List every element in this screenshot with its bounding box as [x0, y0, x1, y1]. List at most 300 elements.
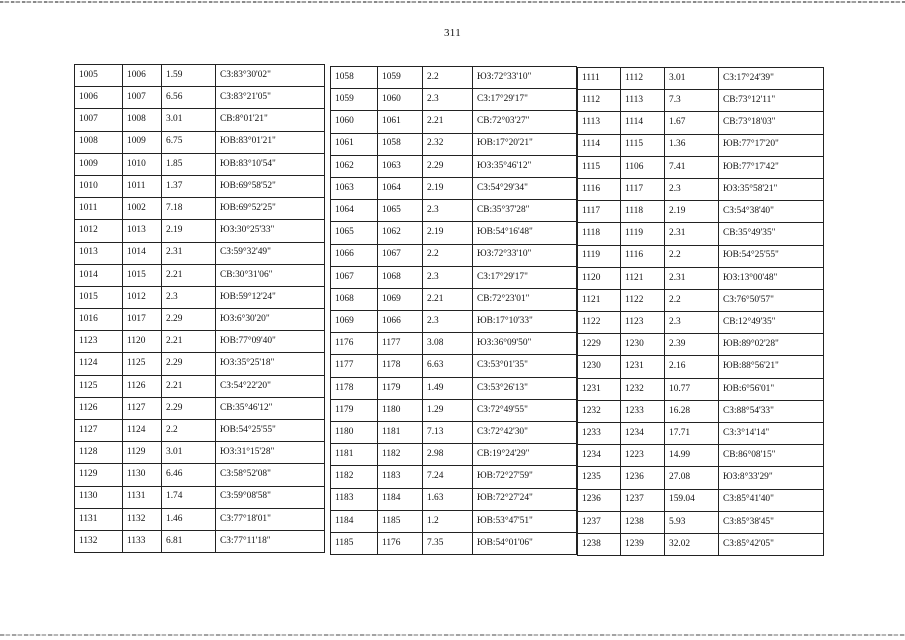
from-point-cell: 1127: [75, 420, 123, 442]
to-point-cell: 1120: [123, 331, 162, 353]
bearing-cell: ЮВ:54°25'55": [719, 245, 824, 267]
bearing-cell: ЮЗ:31°15'28": [216, 442, 325, 464]
distance-cell: 2.3: [665, 178, 719, 200]
to-point-cell: 1232: [621, 378, 665, 400]
table-row: [75, 464, 325, 486]
bearing-cell: ЮЗ:35°58'21": [719, 178, 824, 200]
bearing-cell: ЮВ:69°52'25": [216, 198, 325, 220]
table-row: [75, 286, 325, 308]
from-point-cell: 1182: [331, 466, 378, 488]
to-point-cell: 1127: [123, 397, 162, 419]
from-point-cell: 1009: [75, 153, 123, 175]
distance-cell: 14.99: [665, 445, 719, 467]
bearing-cell: ЮВ:72°27'24": [473, 488, 577, 510]
table-row: [578, 223, 824, 245]
coordinates-table-column-1: [74, 64, 325, 553]
from-point-cell: 1061: [331, 133, 378, 155]
distance-cell: 2.3: [423, 266, 473, 288]
bearing-cell: ЮЗ:8°33'29": [719, 467, 824, 489]
from-point-cell: 1233: [578, 423, 621, 445]
bearing-cell: СЗ:85°41'40": [719, 489, 824, 511]
from-point-cell: 1058: [331, 67, 378, 89]
table-row: [75, 397, 325, 419]
from-point-cell: 1010: [75, 175, 123, 197]
from-point-cell: 1062: [331, 155, 378, 177]
bearing-cell: СЗ:83°21'05": [216, 87, 325, 109]
from-point-cell: 1129: [75, 464, 123, 486]
to-point-cell: 1126: [123, 375, 162, 397]
from-point-cell: 1122: [578, 312, 621, 334]
table-row: [75, 65, 325, 87]
bearing-cell: СВ:86°08'15": [719, 445, 824, 467]
bearing-cell: ЮВ:17°20'21": [473, 133, 577, 155]
to-point-cell: 1237: [621, 489, 665, 511]
from-point-cell: 1068: [331, 288, 378, 310]
distance-cell: 1.63: [423, 488, 473, 510]
to-point-cell: 1011: [123, 175, 162, 197]
to-point-cell: 1121: [621, 267, 665, 289]
from-point-cell: 1013: [75, 242, 123, 264]
bearing-cell: СЗ:17°24'39": [719, 68, 824, 90]
distance-cell: 2.21: [162, 375, 216, 397]
distance-cell: 2.31: [162, 242, 216, 264]
from-point-cell: 1181: [331, 444, 378, 466]
bearing-cell: СЗ:85°42'05": [719, 533, 824, 555]
from-point-cell: 1117: [578, 201, 621, 223]
to-point-cell: 1125: [123, 353, 162, 375]
distance-cell: 7.18: [162, 198, 216, 220]
table-row: [331, 133, 577, 155]
from-point-cell: 1011: [75, 198, 123, 220]
distance-cell: 2.19: [162, 220, 216, 242]
distance-cell: 10.77: [665, 378, 719, 400]
to-point-cell: 1062: [378, 222, 423, 244]
table-row: [331, 355, 577, 377]
table-row: [578, 467, 824, 489]
from-point-cell: 1118: [578, 223, 621, 245]
distance-cell: 3.01: [162, 442, 216, 464]
bearing-cell: СЗ:53°26'13": [473, 377, 577, 399]
table-row: [75, 331, 325, 353]
from-point-cell: 1237: [578, 511, 621, 533]
table-row: [75, 109, 325, 131]
distance-cell: 2.3: [162, 286, 216, 308]
from-point-cell: 1111: [578, 68, 621, 90]
bearing-cell: СВ:35°37'28": [473, 200, 577, 222]
distance-cell: 1.37: [162, 175, 216, 197]
distance-cell: 2.3: [665, 312, 719, 334]
to-point-cell: 1233: [621, 400, 665, 422]
table-row: [331, 244, 577, 266]
distance-cell: 2.19: [665, 201, 719, 223]
table-row: [331, 377, 577, 399]
from-point-cell: 1116: [578, 178, 621, 200]
distance-cell: 2.31: [665, 267, 719, 289]
to-point-cell: 1176: [378, 532, 423, 554]
to-point-cell: 1184: [378, 488, 423, 510]
table-row: [331, 444, 577, 466]
from-point-cell: 1178: [331, 377, 378, 399]
bearing-cell: ЮВ:59°12'24": [216, 286, 325, 308]
distance-cell: 2.3: [423, 200, 473, 222]
table-row: [578, 356, 824, 378]
table-row: [331, 111, 577, 133]
to-point-cell: 1017: [123, 309, 162, 331]
distance-cell: 6.75: [162, 131, 216, 153]
table-row: [578, 445, 824, 467]
distance-cell: 2.31: [665, 223, 719, 245]
to-point-cell: 1130: [123, 464, 162, 486]
distance-cell: 2.2: [423, 67, 473, 89]
bearing-cell: ЮВ:72°27'59": [473, 466, 577, 488]
from-point-cell: 1236: [578, 489, 621, 511]
distance-cell: 1.29: [423, 399, 473, 421]
distance-cell: 1.74: [162, 486, 216, 508]
from-point-cell: 1125: [75, 375, 123, 397]
distance-cell: 2.29: [162, 353, 216, 375]
distance-cell: 2.21: [423, 111, 473, 133]
bearing-cell: ЮЗ:35°46'12": [473, 155, 577, 177]
to-point-cell: 1065: [378, 200, 423, 222]
from-point-cell: 1113: [578, 112, 621, 134]
from-point-cell: 1238: [578, 533, 621, 555]
from-point-cell: 1121: [578, 289, 621, 311]
bearing-cell: ЮЗ:30°25'33": [216, 220, 325, 242]
to-point-cell: 1123: [621, 312, 665, 334]
from-point-cell: 1128: [75, 442, 123, 464]
table-row: [331, 333, 577, 355]
table-row: [331, 399, 577, 421]
table-row: [331, 177, 577, 199]
to-point-cell: 1234: [621, 423, 665, 445]
bearing-cell: СЗ:17°29'17": [473, 266, 577, 288]
table-row: [331, 311, 577, 333]
to-point-cell: 1119: [621, 223, 665, 245]
from-point-cell: 1065: [331, 222, 378, 244]
distance-cell: 2.29: [162, 397, 216, 419]
table-row: [578, 378, 824, 400]
to-point-cell: 1012: [123, 286, 162, 308]
bearing-cell: СВ:19°24'29": [473, 444, 577, 466]
distance-cell: 2.19: [423, 177, 473, 199]
from-point-cell: 1130: [75, 486, 123, 508]
table-row: [75, 175, 325, 197]
from-point-cell: 1234: [578, 445, 621, 467]
table-row: [331, 422, 577, 444]
table-row: [578, 90, 824, 112]
table-row: [578, 267, 824, 289]
table-row: [578, 423, 824, 445]
to-point-cell: 1113: [621, 90, 665, 112]
table-row: [578, 112, 824, 134]
table-row: [75, 530, 325, 552]
from-point-cell: 1179: [331, 399, 378, 421]
table-row: [331, 89, 577, 111]
bearing-cell: ЮВ:54°16'48": [473, 222, 577, 244]
distance-cell: 2.3: [423, 311, 473, 333]
to-point-cell: 1066: [378, 311, 423, 333]
from-point-cell: 1131: [75, 508, 123, 530]
to-point-cell: 1007: [123, 87, 162, 109]
to-point-cell: 1060: [378, 89, 423, 111]
to-point-cell: 1069: [378, 288, 423, 310]
bearing-cell: СЗ:54°38'40": [719, 201, 824, 223]
table-row: [75, 420, 325, 442]
bearing-cell: СВ:30°31'06": [216, 264, 325, 286]
bearing-cell: ЮВ:89°02'28": [719, 334, 824, 356]
from-point-cell: 1067: [331, 266, 378, 288]
table-row: [75, 220, 325, 242]
bearing-cell: СЗ:3°14'14": [719, 423, 824, 445]
from-point-cell: 1112: [578, 90, 621, 112]
table-row: [331, 222, 577, 244]
table-row: [578, 156, 824, 178]
table-row: [578, 289, 824, 311]
bearing-cell: СЗ:54°22'20": [216, 375, 325, 397]
table-row: [578, 489, 824, 511]
bearing-cell: ЮВ:54°01'06": [473, 532, 577, 554]
distance-cell: 2.2: [665, 245, 719, 267]
distance-cell: 17.71: [665, 423, 719, 445]
from-point-cell: 1231: [578, 378, 621, 400]
scan-edge-top: [0, 1, 905, 3]
distance-cell: 6.46: [162, 464, 216, 486]
bearing-cell: СЗ:59°08'58": [216, 486, 325, 508]
to-point-cell: 1180: [378, 399, 423, 421]
bearing-cell: ЮВ:69°58'52": [216, 175, 325, 197]
distance-cell: 7.3: [665, 90, 719, 112]
distance-cell: 32.02: [665, 533, 719, 555]
to-point-cell: 1181: [378, 422, 423, 444]
table-row: [75, 353, 325, 375]
from-point-cell: 1012: [75, 220, 123, 242]
table-row: [75, 87, 325, 109]
bearing-cell: СЗ:59°32'49": [216, 242, 325, 264]
to-point-cell: 1122: [621, 289, 665, 311]
from-point-cell: 1126: [75, 397, 123, 419]
distance-cell: 2.98: [423, 444, 473, 466]
bearing-cell: СВ:35°46'12": [216, 397, 325, 419]
bearing-cell: ЮЗ:36°09'50": [473, 333, 577, 355]
to-point-cell: 1106: [621, 156, 665, 178]
bearing-cell: ЮВ:77°17'42": [719, 156, 824, 178]
from-point-cell: 1008: [75, 131, 123, 153]
distance-cell: 1.49: [423, 377, 473, 399]
bearing-cell: СЗ:88°54'33": [719, 400, 824, 422]
from-point-cell: 1177: [331, 355, 378, 377]
to-point-cell: 1115: [621, 134, 665, 156]
distance-cell: 27.08: [665, 467, 719, 489]
bearing-cell: СВ:12°49'35": [719, 312, 824, 334]
bearing-cell: ЮВ:77°09'40": [216, 331, 325, 353]
bearing-cell: ЮВ:54°25'55": [216, 420, 325, 442]
to-point-cell: 1112: [621, 68, 665, 90]
bearing-cell: СЗ:85°38'45": [719, 511, 824, 533]
from-point-cell: 1120: [578, 267, 621, 289]
from-point-cell: 1176: [331, 333, 378, 355]
from-point-cell: 1015: [75, 286, 123, 308]
bearing-cell: ЮЗ:6°30'20": [216, 309, 325, 331]
distance-cell: 3.01: [162, 109, 216, 131]
distance-cell: 7.35: [423, 532, 473, 554]
distance-cell: 2.29: [162, 309, 216, 331]
bearing-cell: СВ:8°01'21": [216, 109, 325, 131]
table-row: [578, 134, 824, 156]
distance-cell: 2.32: [423, 133, 473, 155]
from-point-cell: 1115: [578, 156, 621, 178]
from-point-cell: 1132: [75, 530, 123, 552]
to-point-cell: 1131: [123, 486, 162, 508]
table-row: [331, 266, 577, 288]
coordinates-table-column-3: [577, 67, 824, 556]
to-point-cell: 1185: [378, 510, 423, 532]
distance-cell: 7.13: [423, 422, 473, 444]
bearing-cell: ЮВ:83°10'54": [216, 153, 325, 175]
to-point-cell: 1116: [621, 245, 665, 267]
from-point-cell: 1185: [331, 532, 378, 554]
table-row: [75, 242, 325, 264]
to-point-cell: 1015: [123, 264, 162, 286]
to-point-cell: 1177: [378, 333, 423, 355]
bearing-cell: СЗ:83°30'02": [216, 65, 325, 87]
to-point-cell: 1010: [123, 153, 162, 175]
to-point-cell: 1064: [378, 177, 423, 199]
distance-cell: 6.63: [423, 355, 473, 377]
to-point-cell: 1129: [123, 442, 162, 464]
to-point-cell: 1002: [123, 198, 162, 220]
from-point-cell: 1063: [331, 177, 378, 199]
to-point-cell: 1183: [378, 466, 423, 488]
distance-cell: 2.39: [665, 334, 719, 356]
from-point-cell: 1060: [331, 111, 378, 133]
to-point-cell: 1014: [123, 242, 162, 264]
bearing-cell: ЮЗ:72°33'10": [473, 67, 577, 89]
to-point-cell: 1231: [621, 356, 665, 378]
bearing-cell: СВ:73°12'11": [719, 90, 824, 112]
table-row: [75, 375, 325, 397]
table-row: [331, 288, 577, 310]
bearing-cell: ЮВ:77°17'20": [719, 134, 824, 156]
distance-cell: 1.2: [423, 510, 473, 532]
distance-cell: 159.04: [665, 489, 719, 511]
bearing-cell: СЗ:72°49'55": [473, 399, 577, 421]
distance-cell: 2.19: [423, 222, 473, 244]
to-point-cell: 1238: [621, 511, 665, 533]
distance-cell: 1.36: [665, 134, 719, 156]
table-row: [578, 511, 824, 533]
distance-cell: 2.21: [423, 288, 473, 310]
to-point-cell: 1133: [123, 530, 162, 552]
to-point-cell: 1013: [123, 220, 162, 242]
to-point-cell: 1008: [123, 109, 162, 131]
from-point-cell: 1064: [331, 200, 378, 222]
to-point-cell: 1118: [621, 201, 665, 223]
distance-cell: 2.21: [162, 331, 216, 353]
to-point-cell: 1068: [378, 266, 423, 288]
from-point-cell: 1014: [75, 264, 123, 286]
to-point-cell: 1230: [621, 334, 665, 356]
distance-cell: 2.2: [162, 420, 216, 442]
table-row: [331, 532, 577, 554]
from-point-cell: 1230: [578, 356, 621, 378]
distance-cell: 2.21: [162, 264, 216, 286]
bearing-cell: СЗ:58°52'08": [216, 464, 325, 486]
table-row: [331, 510, 577, 532]
to-point-cell: 1061: [378, 111, 423, 133]
table-row: [578, 245, 824, 267]
table-row: [75, 508, 325, 530]
distance-cell: 7.24: [423, 466, 473, 488]
table-row: [578, 68, 824, 90]
from-point-cell: 1066: [331, 244, 378, 266]
bearing-cell: СВ:72°03'27": [473, 111, 577, 133]
table-row: [578, 178, 824, 200]
table-row: [331, 488, 577, 510]
distance-cell: 2.2: [665, 289, 719, 311]
from-point-cell: 1007: [75, 109, 123, 131]
table-row: [75, 198, 325, 220]
coordinates-table-column-2: [330, 66, 577, 555]
to-point-cell: 1182: [378, 444, 423, 466]
bearing-cell: СЗ:72°42'30": [473, 422, 577, 444]
scan-edge-bottom: [0, 634, 905, 636]
from-point-cell: 1114: [578, 134, 621, 156]
table-row: [75, 309, 325, 331]
to-point-cell: 1132: [123, 508, 162, 530]
bearing-cell: СЗ:77°11'18": [216, 530, 325, 552]
from-point-cell: 1229: [578, 334, 621, 356]
to-point-cell: 1067: [378, 244, 423, 266]
table-row: [578, 201, 824, 223]
bearing-cell: СЗ:17°29'17": [473, 89, 577, 111]
table-row: [331, 155, 577, 177]
from-point-cell: 1184: [331, 510, 378, 532]
distance-cell: 6.56: [162, 87, 216, 109]
to-point-cell: 1114: [621, 112, 665, 134]
bearing-cell: ЮВ:83°01'21": [216, 131, 325, 153]
distance-cell: 5.93: [665, 511, 719, 533]
from-point-cell: 1180: [331, 422, 378, 444]
distance-cell: 1.85: [162, 153, 216, 175]
from-point-cell: 1016: [75, 309, 123, 331]
to-point-cell: 1117: [621, 178, 665, 200]
distance-cell: 1.67: [665, 112, 719, 134]
bearing-cell: СВ:35°49'35": [719, 223, 824, 245]
distance-cell: 16.28: [665, 400, 719, 422]
page-number: 311: [444, 27, 461, 39]
to-point-cell: 1058: [378, 133, 423, 155]
table-row: [578, 312, 824, 334]
bearing-cell: ЮЗ:13°00'48": [719, 267, 824, 289]
table-row: [331, 466, 577, 488]
from-point-cell: 1124: [75, 353, 123, 375]
bearing-cell: ЮВ:17°10'33": [473, 311, 577, 333]
table-row: [75, 264, 325, 286]
table-row: [578, 334, 824, 356]
distance-cell: 3.01: [665, 68, 719, 90]
table-row: [75, 153, 325, 175]
to-point-cell: 1124: [123, 420, 162, 442]
bearing-cell: ЮВ:53°47'51": [473, 510, 577, 532]
table-row: [578, 400, 824, 422]
table-row: [75, 486, 325, 508]
distance-cell: 2.16: [665, 356, 719, 378]
to-point-cell: 1006: [123, 65, 162, 87]
to-point-cell: 1059: [378, 67, 423, 89]
distance-cell: 2.3: [423, 89, 473, 111]
from-point-cell: 1232: [578, 400, 621, 422]
distance-cell: 6.81: [162, 530, 216, 552]
